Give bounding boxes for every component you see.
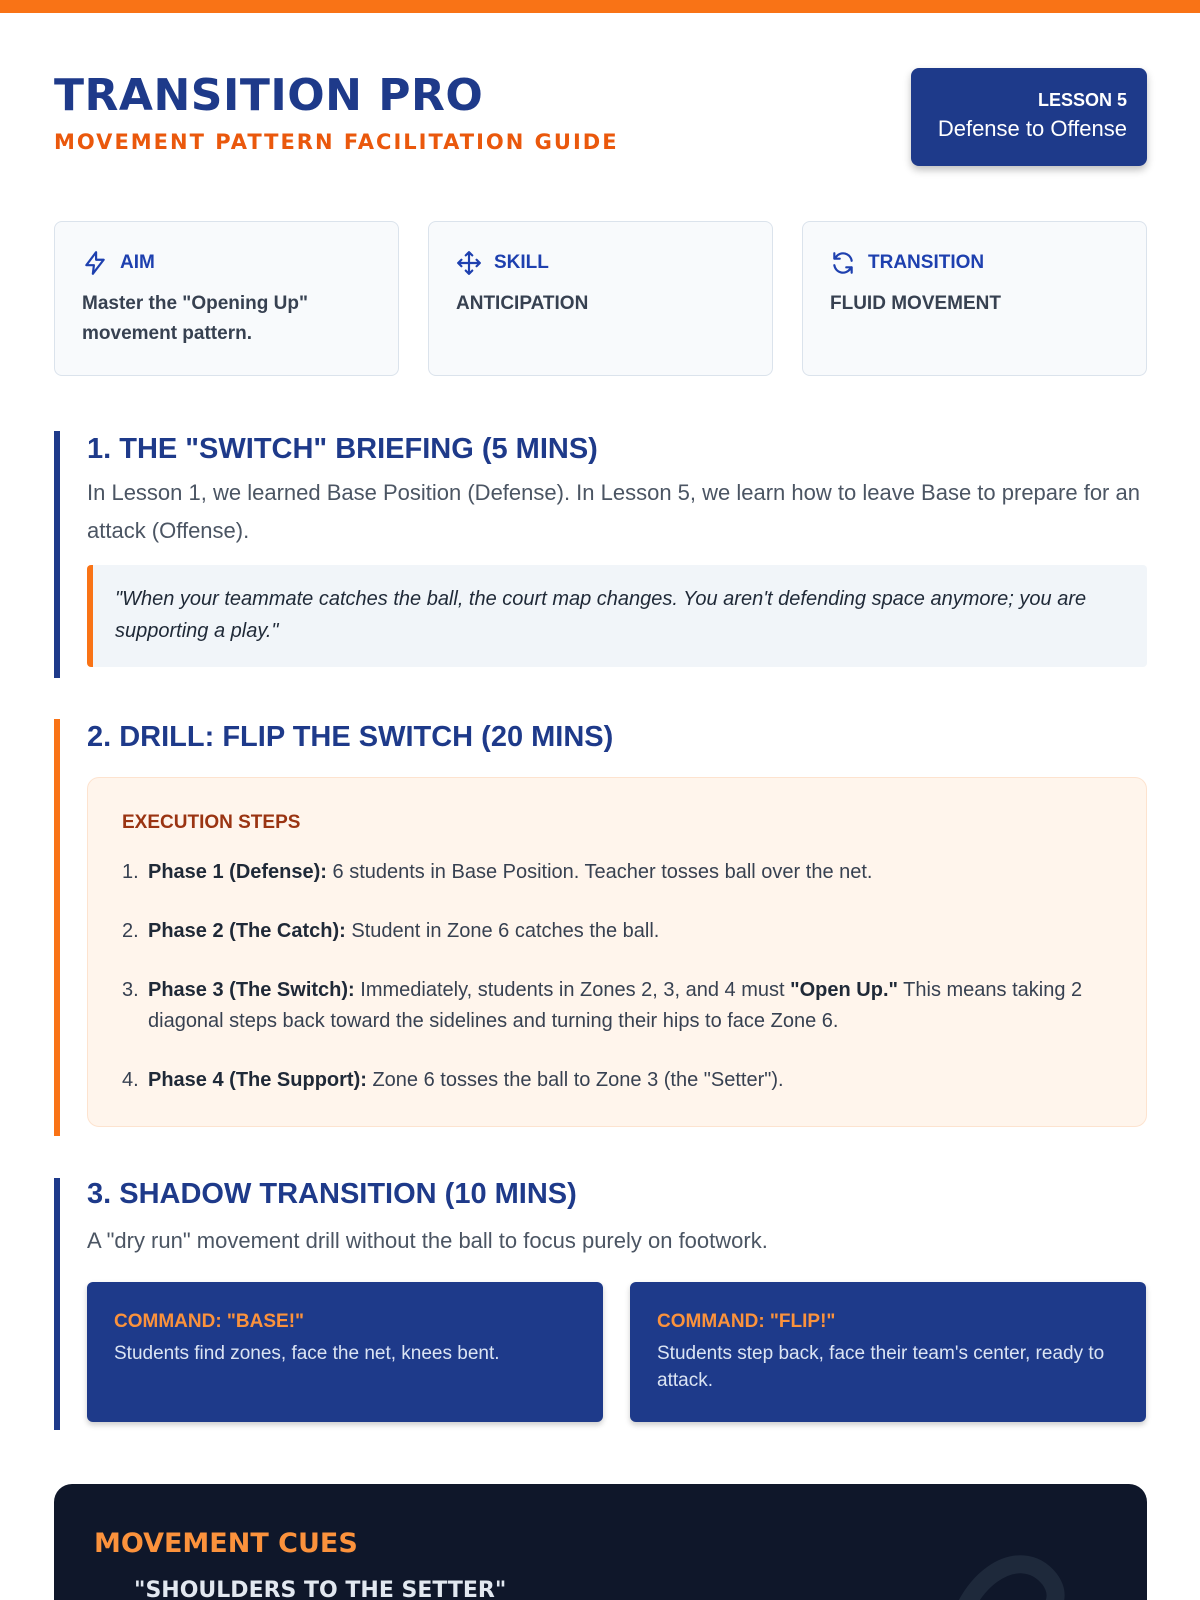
step-number: 4.	[122, 1069, 139, 1091]
command-text: Students step back, face their team's center, ready to attack.	[657, 1343, 1105, 1391]
command-title: COMMAND: "FLIP!"	[657, 1311, 836, 1332]
command-base-card	[87, 1282, 603, 1422]
step-emphasis: "Open Up."	[790, 979, 898, 1001]
step-number: 2.	[122, 920, 139, 942]
section-paragraph: A "dry run" movement drill without the ball to focus purely on footwork.	[87, 1228, 768, 1253]
command-title: COMMAND: "BASE!"	[114, 1311, 305, 1332]
list-item	[122, 857, 1116, 888]
lightning-icon	[82, 250, 108, 276]
step-label: Phase 2 (The Catch):	[148, 920, 346, 942]
list-item	[122, 975, 1116, 1037]
step-label: Phase 4 (The Support):	[148, 1069, 367, 1091]
skill-card	[428, 221, 773, 376]
cue-item: "SHOULDERS TO THE SETTER"	[134, 1578, 507, 1600]
step-number: 1.	[122, 861, 139, 883]
lesson-name: Defense to Offense	[937, 116, 1127, 141]
section-title: 1. THE "SWITCH" BRIEFING (5 MINS)	[87, 433, 598, 465]
summary-cards	[54, 221, 1147, 376]
card-text: Master the "Opening Up" movement pattern.	[82, 293, 308, 344]
step-label: Phase 1 (Defense):	[148, 861, 327, 883]
card-label: TRANSITION	[868, 252, 985, 273]
command-flip-card	[630, 1282, 1146, 1422]
execution-steps-list	[122, 857, 1116, 1096]
step-text: 6 students in Base Position. Teacher tosses ball over the net.	[326, 861, 873, 883]
section-paragraph: In Lesson 1, we learned Base Position (Defense). In Lesson 5, we learn how to leave Base to prepare for an attack (Offense).	[87, 480, 1140, 543]
section-title: 2. DRILL: FLIP THE SWITCH (20 MINS)	[87, 721, 614, 753]
step-label: Phase 3 (The Switch):	[148, 979, 355, 1001]
briefing-quote: "When your teammate catches the ball, the court map changes. You aren't defending space anymore; you are supporting a play."	[87, 565, 1147, 667]
list-item	[122, 916, 1116, 947]
page-header	[54, 66, 1147, 166]
top-accent-bar	[0, 0, 1200, 13]
section-switch-briefing	[54, 431, 1147, 678]
card-label: SKILL	[494, 252, 549, 273]
execution-steps-box	[87, 777, 1147, 1127]
lesson-badge	[911, 68, 1147, 166]
decorative-swirl-icon	[937, 1534, 1087, 1600]
step-text: Student in Zone 6 catches the ball.	[345, 920, 660, 942]
card-text: FLUID MOVEMENT	[830, 293, 1001, 314]
step-text: Immediately, students in Zones 2, 3, and 4 must	[354, 979, 791, 1001]
step-number: 3.	[122, 979, 139, 1001]
execution-steps-title: EXECUTION STEPS	[122, 812, 301, 833]
command-cards	[87, 1282, 1147, 1422]
section-title: 3. SHADOW TRANSITION (10 MINS)	[87, 1178, 577, 1210]
command-text: Students find zones, face the net, knees bent.	[114, 1343, 500, 1364]
card-text: ANTICIPATION	[456, 293, 589, 314]
aim-card	[54, 221, 399, 376]
page-subtitle: MOVEMENT PATTERN FACILITATION GUIDE	[54, 130, 619, 154]
movement-cues-panel	[54, 1484, 1147, 1600]
refresh-icon	[830, 250, 856, 276]
movement-cues-title: MOVEMENT CUES	[94, 1528, 358, 1559]
transition-card	[802, 221, 1147, 376]
section-shadow-transition	[54, 1178, 1147, 1430]
step-text: Zone 6 tosses the ball to Zone 3 (the "Setter").	[366, 1069, 784, 1091]
move-arrows-icon	[456, 250, 482, 276]
page-title: TRANSITION PRO	[54, 70, 484, 121]
list-item	[122, 1065, 1116, 1096]
lesson-number: LESSON 5	[1037, 90, 1127, 110]
step-text-after: This means taking 2 diagonal steps back toward the sidelines and turning their hips to face Zone 6.	[148, 979, 1083, 1032]
section-flip-switch-drill	[54, 719, 1147, 1136]
card-label: AIM	[120, 252, 155, 273]
